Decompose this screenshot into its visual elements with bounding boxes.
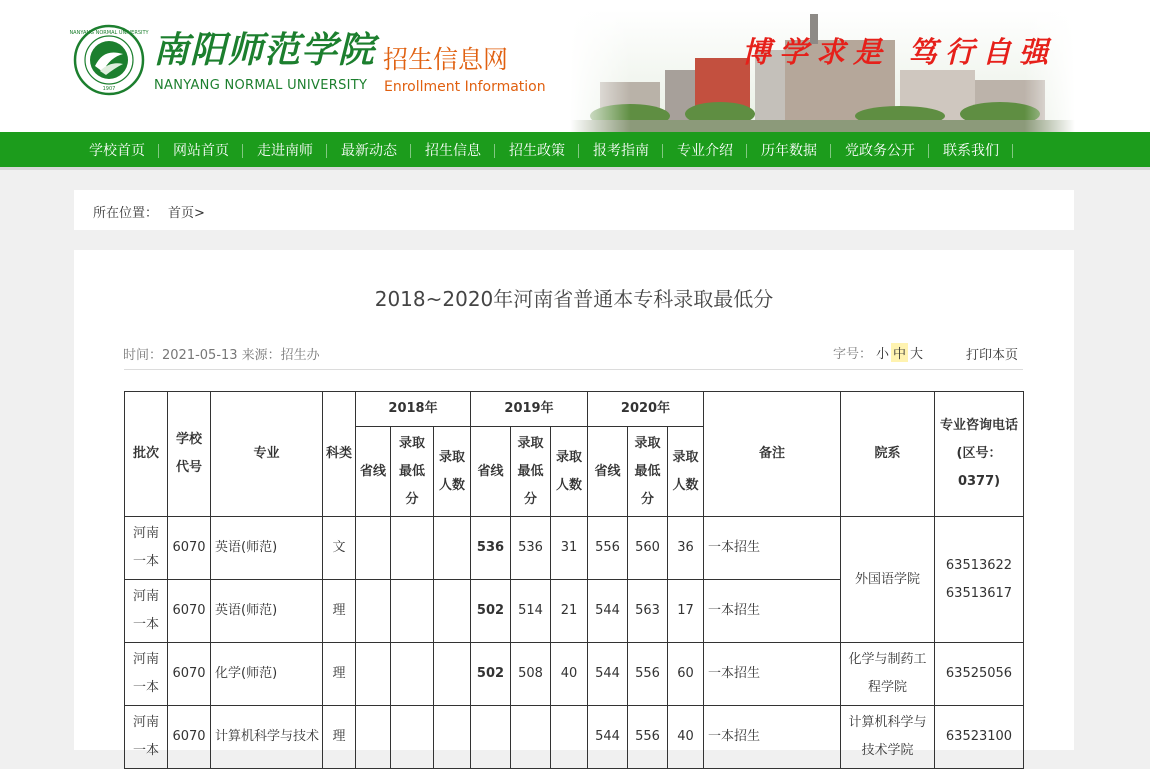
main-nav [0, 132, 1150, 170]
header-year-2019: 2019年 [471, 392, 588, 427]
breadcrumb [74, 190, 1074, 230]
cell-type: 理 [323, 706, 356, 769]
cell-2020-min: 560 [628, 517, 668, 580]
font-size-large-button[interactable]: 大 [910, 347, 924, 362]
header-2020-line: 省线 [588, 427, 628, 517]
cell-2019-min: 536 [511, 517, 551, 580]
cell-batch: 河南一本 [125, 517, 168, 580]
cell-2019-min: 508 [511, 643, 551, 706]
cell-batch: 河南一本 [125, 643, 168, 706]
site-logo[interactable] [69, 22, 553, 102]
cell-2020-line: 556 [588, 517, 628, 580]
cell-code: 6070 [168, 643, 211, 706]
nav-item-about[interactable]: 走进南师 [243, 132, 327, 168]
article-title: 2018~2020年河南省普通本专科录取最低分 [374, 287, 774, 311]
cell-2020-min: 563 [628, 580, 668, 643]
header-2020-count: 录取人数 [668, 427, 704, 517]
breadcrumb-label: 所在位置： [93, 206, 159, 221]
table-row [125, 517, 1024, 580]
cell-major: 英语(师范) [211, 580, 323, 643]
nav-item-guide[interactable]: 报考指南 [579, 132, 663, 168]
cell-batch: 河南一本 [125, 706, 168, 769]
cell-2020-count: 36 [668, 517, 704, 580]
header-2018-line: 省线 [356, 427, 391, 517]
cell-phone: 63525056 [935, 643, 1024, 706]
cell-2020-count: 17 [668, 580, 704, 643]
header-subject-type: 科类 [323, 392, 356, 517]
cell-major: 英语(师范) [211, 517, 323, 580]
nav-item-policy[interactable]: 招生政策 [495, 132, 579, 168]
school-name-en: NANYANG NORMAL UNIVERSITY [154, 78, 368, 93]
header-2020-min-score: 录取最低分 [628, 427, 668, 517]
cell-type: 理 [323, 643, 356, 706]
cell-major: 化学(师范) [211, 643, 323, 706]
cell-2018-line [356, 580, 391, 643]
cell-2020-line: 544 [588, 643, 628, 706]
nav-item-news[interactable]: 最新动态 [327, 132, 411, 168]
cell-department: 外国语学院 [841, 517, 935, 643]
header-2019-line: 省线 [471, 427, 511, 517]
site-header [0, 0, 1150, 132]
nav-item-site-home[interactable]: 网站首页 [159, 132, 243, 168]
cell-phone: 63513622 63513617 [935, 517, 1024, 643]
cell-2019-count: 21 [551, 580, 588, 643]
header-2019-count: 录取人数 [551, 427, 588, 517]
cell-note: 一本招生 [704, 580, 841, 643]
divider [124, 369, 1023, 370]
cell-note: 一本招生 [704, 643, 841, 706]
cell-code: 6070 [168, 580, 211, 643]
university-seal-icon [69, 24, 149, 96]
cell-2018-line [356, 643, 391, 706]
print-page-link[interactable]: 打印本页 [966, 348, 1019, 363]
cell-2019-line [471, 706, 511, 769]
cell-2019-min [511, 706, 551, 769]
header-note: 备注 [704, 392, 841, 517]
cell-2019-count [551, 706, 588, 769]
font-size-switcher [831, 343, 925, 362]
cell-2020-count: 60 [668, 643, 704, 706]
cell-note: 一本招生 [704, 706, 841, 769]
campus-banner-image [570, 10, 1075, 132]
cell-2020-line: 544 [588, 580, 628, 643]
cell-2018-min [391, 643, 434, 706]
header-2019-min-score: 录取最低分 [511, 427, 551, 517]
table-row [125, 643, 1024, 706]
cell-note: 一本招生 [704, 517, 841, 580]
cell-department: 计算机科学与技术学院 [841, 706, 935, 769]
font-size-small-button[interactable]: 小 [876, 347, 890, 362]
cell-batch: 河南一本 [125, 580, 168, 643]
cell-2018-line [356, 706, 391, 769]
header-2018-min-score: 录取最低分 [391, 427, 434, 517]
site-name-en: Enrollment Information [384, 79, 546, 95]
school-name-cn: 南阳师范学院 [153, 29, 376, 71]
cell-2020-line: 544 [588, 706, 628, 769]
article-panel [74, 250, 1074, 758]
svg-text:1907: 1907 [102, 86, 116, 92]
admission-score-table [124, 391, 1024, 769]
header-phone: 专业咨询电话(区号：0377) [935, 392, 1024, 517]
cell-2020-count: 40 [668, 706, 704, 769]
cell-2018-count [434, 706, 471, 769]
site-name-cn: 招生信息网 [383, 45, 509, 74]
cell-code: 6070 [168, 517, 211, 580]
header-year-2018: 2018年 [356, 392, 471, 427]
university-motto: 博学求是 笃行自强 [742, 35, 1057, 69]
svg-text:NANYANG NORMAL UNIVERSITY: NANYANG NORMAL UNIVERSITY [69, 30, 149, 36]
header-2018-count: 录取人数 [434, 427, 471, 517]
font-size-medium-button[interactable]: 中 [891, 343, 908, 362]
nav-item-contact[interactable]: 联系我们 [929, 132, 1013, 168]
header-school-code: 学校代号 [168, 392, 211, 517]
breadcrumb-home-link[interactable]: 首页> [168, 206, 205, 221]
header-department: 院系 [841, 392, 935, 517]
cell-type: 理 [323, 580, 356, 643]
cell-code: 6070 [168, 706, 211, 769]
header-batch: 批次 [125, 392, 168, 517]
header-year-2020: 2020年 [588, 392, 704, 427]
cell-2020-min: 556 [628, 706, 668, 769]
nav-item-school-home[interactable]: 学校首页 [75, 132, 159, 168]
table-row [125, 706, 1024, 769]
nav-item-enrollment-info[interactable]: 招生信息 [411, 132, 495, 168]
cell-type: 文 [323, 517, 356, 580]
cell-2018-min [391, 706, 434, 769]
cell-2018-count [434, 517, 471, 580]
cell-2019-count: 31 [551, 517, 588, 580]
cell-2020-min: 556 [628, 643, 668, 706]
header-major: 专业 [211, 392, 323, 517]
cell-major: 计算机科学与技术 [211, 706, 323, 769]
cell-2018-line [356, 517, 391, 580]
cell-department: 化学与制药工程学院 [841, 643, 935, 706]
cell-2019-line: 502 [471, 643, 511, 706]
font-size-label: 字号： [833, 347, 873, 362]
cell-2018-count [434, 643, 471, 706]
cell-phone: 63523100 [935, 706, 1024, 769]
cell-2018-count [434, 580, 471, 643]
cell-2019-line: 502 [471, 580, 511, 643]
article-meta: 时间：2021-05-13 来源：招生办 [123, 348, 320, 363]
cell-2019-line: 536 [471, 517, 511, 580]
cell-2018-min [391, 517, 434, 580]
nav-item-history-data[interactable]: 历年数据 [747, 132, 831, 168]
nav-item-majors[interactable]: 专业介绍 [663, 132, 747, 168]
cell-2019-count: 40 [551, 643, 588, 706]
nav-item-public-affairs[interactable]: 党政务公开 [831, 132, 929, 168]
cell-2019-min: 514 [511, 580, 551, 643]
cell-2018-min [391, 580, 434, 643]
